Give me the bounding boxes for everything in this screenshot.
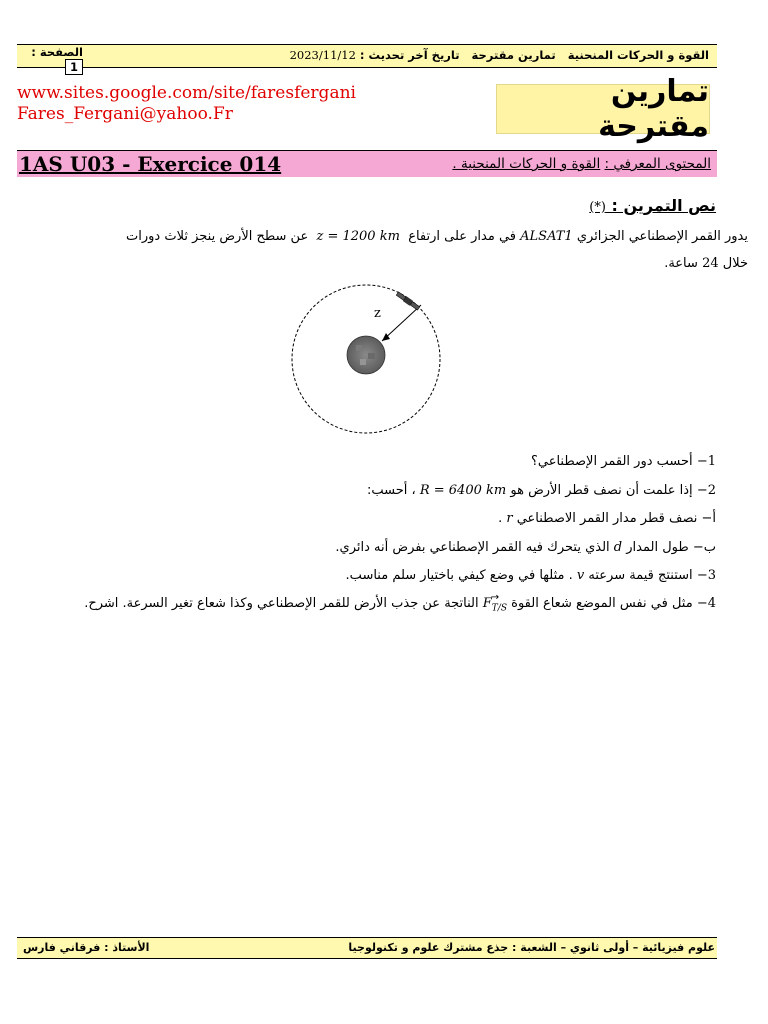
intro-text-2: في مدار على ارتفاع	[408, 229, 517, 244]
knowledge-content	[452, 156, 711, 172]
satellite-icon	[396, 291, 421, 311]
satellite-name: ALSAT1	[520, 229, 573, 244]
force-symbol: F	[482, 596, 492, 611]
q3-number: 3−	[696, 568, 716, 583]
page-label: الصفحة :	[31, 45, 83, 59]
top-bar	[17, 44, 717, 74]
earth-icon	[347, 336, 385, 374]
intro-text-3: عن سطح الأرض ينجز ثلاث دورات	[126, 229, 309, 244]
q4-text-2: الناتجة عن جذب الأرض للقمر الإصطناعي وكذا شعاع تغير السرعة. اشرح.	[84, 596, 479, 611]
statement-line-2	[664, 256, 748, 271]
statement-heading-text: نص التمرين :	[611, 196, 716, 215]
section-title: تمارين مقترحة	[471, 48, 556, 62]
intro-text-5: ساعة.	[664, 256, 698, 271]
q4-text-1: مثل في نفس الموضع شعاع القوة	[511, 596, 693, 611]
orbit-figure	[290, 283, 442, 435]
force-subscript: T/S	[491, 603, 507, 614]
content-value: القوة و الحركات المنحنية .	[452, 156, 601, 172]
difficulty-marker: (*)	[589, 200, 606, 215]
intro-text-1: يدور القمر الإصطناعي الجزائري	[576, 229, 748, 244]
q2b-text-2: الذي يتحرك فيه القمر الإصطناعي بفرض أنه دائري.	[335, 540, 610, 555]
question-3	[346, 568, 716, 583]
orbit-length-symbol: d	[613, 540, 623, 555]
email-address[interactable]: Fares_Fergani@yahoo.Fr	[17, 104, 233, 124]
orbit-diagram	[290, 283, 442, 435]
footer-teacher: الأستاذ : فرقاني فارس	[23, 941, 150, 954]
earth-radius-value: R = 6400 km	[419, 483, 507, 498]
exercise-code: 1AS U03 - Exercice 014	[19, 152, 282, 176]
q3-text-2: . مثلها في وضع كيفي باختيار سلم مناسب.	[345, 568, 573, 583]
q2-text: إذا علمت أن نصف قطر الأرض هو	[510, 483, 693, 498]
question-4	[84, 592, 716, 614]
question-2b	[335, 540, 716, 555]
q2-number: 2−	[696, 483, 716, 498]
question-2	[367, 483, 716, 498]
altitude-label: z	[374, 306, 381, 321]
page-indicator	[17, 45, 83, 74]
content-label: المحتوى المعرفي :	[604, 156, 711, 172]
footer-subject: علوم فيزيائية – أولى ثانوي – الشعبة : جذع مشترك علوم و تكنولوجيا	[348, 941, 715, 954]
page-number: 1	[65, 59, 83, 75]
q2b-prefix: ب−	[692, 540, 716, 555]
statement-heading	[589, 196, 716, 215]
intro-text-4: خلال	[722, 256, 748, 271]
q2a-prefix: أ−	[701, 511, 716, 526]
q4-number: 4−	[696, 596, 716, 611]
altitude-value: z = 1200 km	[316, 229, 400, 244]
exercise-bar	[17, 150, 717, 177]
q2a-text: نصف قطر مدار القمر الاصطناعي	[516, 511, 698, 526]
update-label: تاريخ آخر تحديث :	[359, 48, 460, 62]
hours-value: 24	[702, 256, 719, 271]
orbit-radius-symbol: r	[506, 511, 513, 526]
chapter-title: القوة و الحركات المنحنية	[567, 48, 709, 62]
question-1	[531, 454, 716, 469]
page-title: تمارين مقترحة	[496, 84, 710, 134]
q1-text: أحسب دور القمر الإصطناعي؟	[530, 454, 693, 469]
force-vector-symbol: → $F_{T/S}$	[482, 592, 507, 614]
q1-number: 1−	[696, 454, 716, 469]
q2b-text-1: طول المدار	[626, 540, 689, 555]
footer-bar	[17, 937, 717, 959]
speed-symbol: v	[576, 568, 585, 583]
site-url[interactable]: www.sites.google.com/site/faresfergani	[17, 83, 356, 103]
question-2a: أ− نصف قطر مدار القمر الاصطناعي r .	[498, 511, 716, 526]
q2-end: ، أحسب:	[366, 483, 416, 498]
statement-line-1	[126, 229, 748, 244]
contact-info	[17, 83, 356, 125]
top-bar-info	[290, 48, 709, 62]
q3-text-1: استنتج قيمة سرعته	[588, 568, 693, 583]
update-date: 2023/11/12	[289, 48, 356, 62]
altitude-arrow	[382, 305, 421, 341]
